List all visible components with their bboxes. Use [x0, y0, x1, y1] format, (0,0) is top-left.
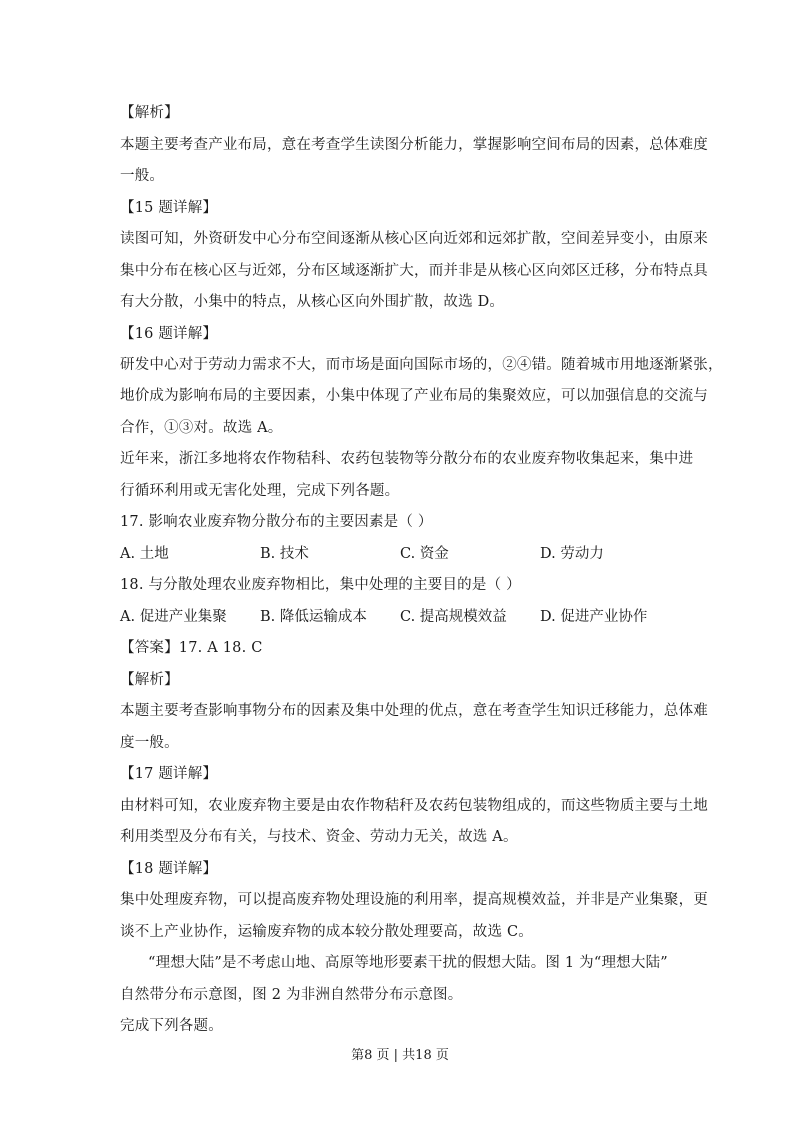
question-18: 18. 与分散处理农业废弃物相比，集中处理的主要目的是（ ）: [120, 577, 521, 593]
section-heading-analysis: 【解析】: [120, 105, 179, 121]
q17-option-c: C. 资金: [400, 546, 449, 562]
paragraph-line: 一般。: [120, 168, 165, 184]
section-heading-q17: 【17 题详解】: [120, 766, 218, 782]
section-heading-q15: 【15 题详解】: [120, 200, 218, 216]
paragraph-line: 读图可知，外资研发中心分布空间逐渐从核心区向近郊和远郊扩散，空间差异变小，由原来: [120, 231, 708, 247]
q17-option-a: A. 土地: [120, 546, 169, 562]
paragraph-line: 度一般。: [120, 735, 179, 751]
paragraph-line: 近年来，浙江多地将农作物秸科、农药包装物等分散分布的农业废弃物收集起来，集中进: [120, 451, 694, 467]
section-heading-q18: 【18 题详解】: [120, 861, 218, 877]
paragraph-line: 有大分散，小集中的特点，从核心区向外围扩散，故选 D。: [120, 294, 505, 310]
paragraph-line: 由材料可知，农业废弃物主要是由农作物秸秆及农药包装物组成的，而这些物质主要与土地: [120, 798, 708, 814]
q17-option-b: B. 技术: [260, 546, 309, 562]
paragraph-line: 合作，①③对。故选 A。: [120, 420, 283, 436]
paragraph-line: 本题主要考查产业布局，意在考查学生读图分析能力，掌握影响空间布局的因素，总体难度: [120, 137, 708, 153]
paragraph-line: 行循环利用或无害化处理，完成下列各题。: [120, 483, 400, 499]
paragraph-line: 完成下列各题。: [120, 1018, 223, 1034]
section-heading-q16: 【16 题详解】: [120, 326, 218, 342]
paragraph-line: 研发中心对于劳动力需求不大，而市场是面向国际市场的，②④错。随着城市用地逐渐紧张，: [120, 357, 723, 373]
q17-option-d: D. 劳动力: [540, 546, 604, 562]
section-heading-analysis-2: 【解析】: [120, 672, 179, 688]
paragraph-line-indented: “理想大陆”是不考虑山地、高原等地形要素干扰的假想大陆。图 1 为“理想大陆”: [148, 955, 668, 971]
question-17: 17. 影响农业废弃物分散分布的主要因素是（ ）: [120, 514, 433, 530]
answer-line: 【答案】17. A 18. C: [120, 640, 263, 656]
paragraph-line: 自然带分布示意图，图 2 为非洲自然带分布示意图。: [120, 987, 463, 1003]
q18-option-d: D. 促进产业协作: [540, 609, 648, 625]
paragraph-line: 集中处理废弃物，可以提高废弃物处理设施的利用率，提高规模效益，并非是产业集聚，更: [120, 892, 708, 908]
paragraph-line: 集中分布在核心区与近郊，分布区域逐渐扩大，而并非是从核心区向郊区迁移，分布特点具: [120, 263, 708, 279]
page-footer: 第8 页 | 共18 页: [351, 1048, 449, 1063]
paragraph-line: 本题主要考查影响事物分布的因素及集中处理的优点，意在考查学生知识迁移能力，总体难: [120, 703, 708, 719]
paragraph-line: 利用类型及分布有关，与技术、资金、劳动力无关，故选 A。: [120, 829, 518, 845]
q18-option-a: A. 促进产业集聚: [120, 609, 227, 625]
q18-option-c: C. 提高规模效益: [400, 609, 507, 625]
q18-option-b: B. 降低运输成本: [260, 609, 367, 625]
paragraph-line: 谈不上产业协作，运输废弃物的成本较分散处理要高，故选 C。: [120, 924, 534, 940]
paragraph-line: 地价成为影响布局的主要因素，小集中体现了产业布局的集聚效应，可以加强信息的交流与: [120, 388, 708, 404]
